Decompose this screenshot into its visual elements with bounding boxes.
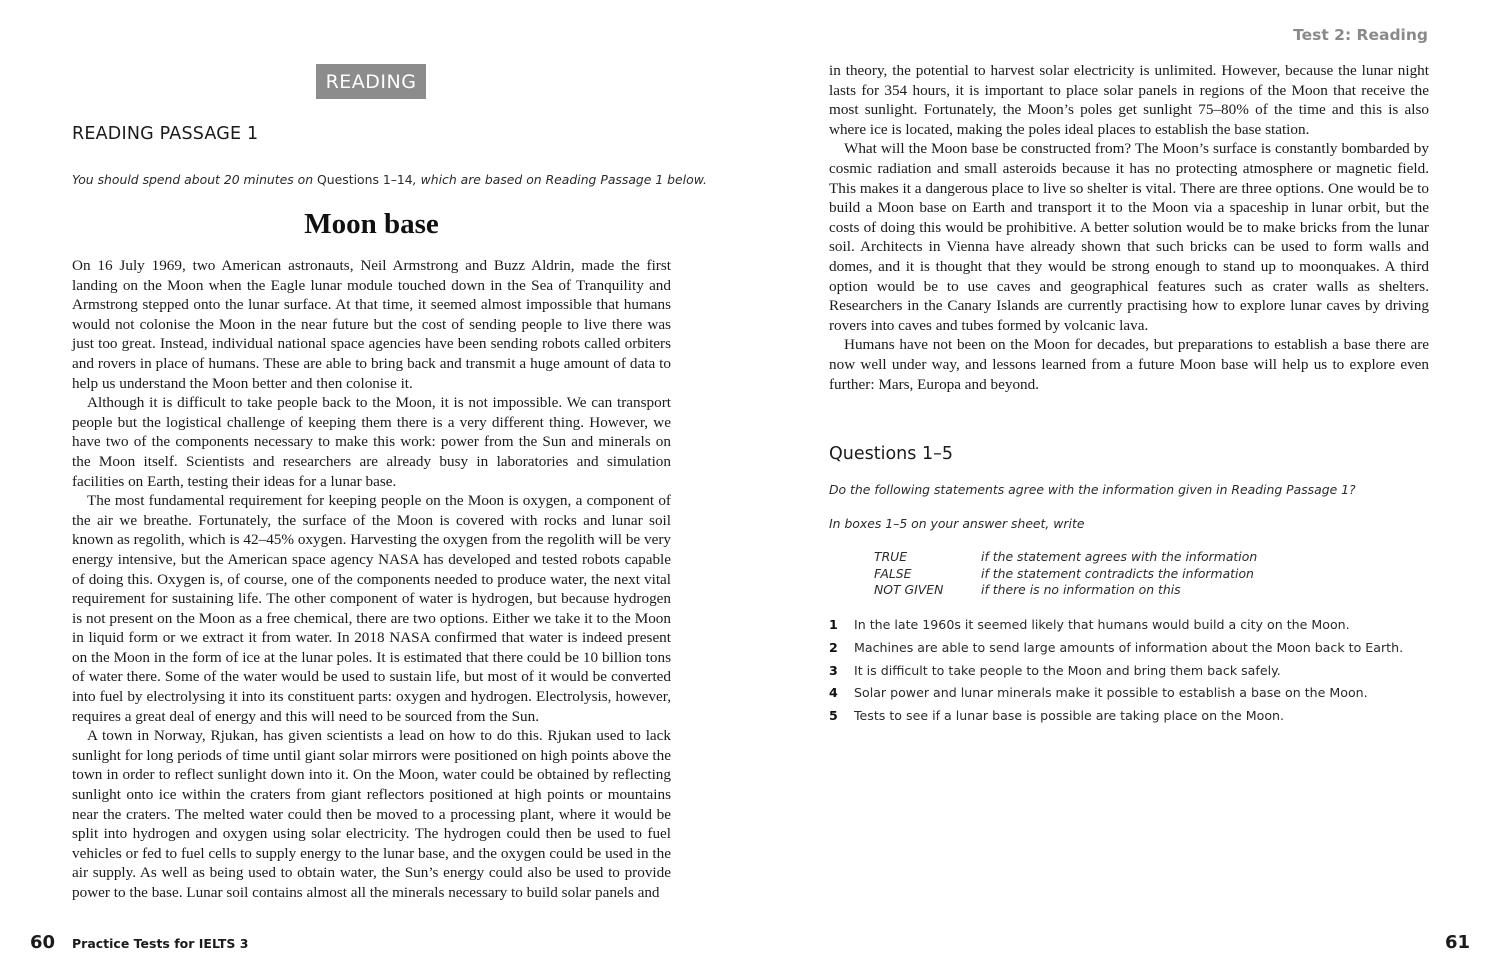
legend-row-false [874, 566, 1374, 583]
instructions-questions-ref: Questions 1–14 [317, 172, 413, 187]
article-title: Moon base [304, 208, 439, 240]
paragraph: On 16 July 1969, two American astronauts, Neil Armstrong and Buzz Aldrin, made the first landing on the Moon when the Eagle lunar module touched down in the Sea of Tranquility and Armstrong stepped onto the lunar surface. At that time, it seemed almost impossible that humans would not colonise the Moon in the near future but the cost of sending people to live there was just too great. Instead, individual national space agencies have been sending robots called orbiters and rovers in place of humans. These are able to bring back and transmit a huge amount of data to help us understand the Moon better and then colonise it. [72, 257, 671, 392]
section-label: READING [316, 64, 426, 99]
question-number: 1 [829, 617, 838, 632]
paragraph: Although it is difficult to take people back to the Moon, it is not impossible. We can transport people but the logistical challenge of keeping them there is a very different thing. However, we have two of the components necessary to make this work: power from the Sun and minerals on the Moon itself. Scientists and researchers are already busy in laboratories and simulation facilities on Earth, testing their ideas for a lunar base. [72, 394, 671, 490]
left-page-number: 60 [30, 932, 56, 953]
question-item [829, 615, 1429, 638]
passage-heading: READING PASSAGE 1 [72, 124, 259, 144]
right-page-number: 61 [1444, 932, 1470, 953]
book-title: Practice Tests for IELTS 3 [72, 936, 249, 951]
paragraph: in theory, the potential to harvest solar electricity is unlimited. However, because the lunar night lasts for 354 hours, it is important to place solar panels in regions of the Moon that receive the most sunlight. Fortunately, the Moon’s poles get sunlight 75–80% of the time and this is also where ice is located, making the poles ideal places to establish the base station. [829, 62, 1429, 138]
instructions-text-after: , which are based on Reading Passage 1 below. [412, 172, 707, 187]
legend-meaning: if the statement agrees with the information [981, 549, 1258, 564]
questions-heading: Questions 1–5 [829, 444, 953, 464]
question-number: 2 [829, 639, 838, 655]
legend-key: NOT GIVEN [874, 582, 944, 598]
legend-key: TRUE [874, 549, 908, 564]
question-item [829, 661, 1429, 684]
answer-key-legend [874, 549, 1374, 599]
paragraph: The most fundamental requirement for keeping people on the Moon is oxygen, a component of the air we breathe. Fortunately, the surface of the Moon is covered with rocks and lunar soil known as regolith, which is 42–45% oxygen. Harvesting the oxygen from the regolith will be very energy intensive, but the American space agency NASA has developed and tested robots capable of doing this. Oxygen is, of course, one of the components needed to produce water, the next vital requirement for sustaining life. The other component of water is hydrogen, but because hydrogen is not present on the Moon as a free chemical, there are two options. Either we take it to the Moon in liquid form or we extract it from water. In 2018 NASA confirmed that water is indeed present on the Moon in the form of ice at the lunar poles. It is estimated that there could be 10 billion tons of water there. Some of the water would be used to sustain life, but most of it would be converted into fuel by electrolysing it into its constituent parts: oxygen and hydrogen. Electrolysis, however, requires a great deal of energy and this will need to be sourced from the Sun. [72, 492, 671, 725]
question-text: Machines are able to send large amounts of information about the Moon back to Earth. [854, 639, 1404, 655]
passage-instructions [72, 172, 707, 187]
legend-row-not-given [874, 582, 1374, 599]
question-item [829, 683, 1429, 706]
instructions-text-before: You should spend about 20 minutes on [72, 172, 318, 187]
paragraph: What will the Moon base be constructed from? The Moon’s surface is constantly bombarded by cosmic radiation and small asteroids because it has no protecting atmosphere or magnetic field. This makes it a dangerous place to live so shelter is vital. There are three options. One would be to build a Moon base on Earth and transport it to the Moon via a spaceship in lunar orbit, but the costs of doing this would be prohibitive. A better solution would be to make bricks from the lunar soil. Architects in Vienna have already shown that such bricks can be used to form walls and domes, and it is thought that they would be strong enough to stand up to moonquakes. A third option would be to use caves and geographical features such as crater walls as shelters. Researchers in the Canary Islands are currently practising how to explore lunar caves by driving rovers into caves and tubes formed by volcanic lava. [829, 140, 1429, 334]
paragraph: A town in Norway, Rjukan, has given scientists a lead on how to do this. Rjukan used to lack sunlight for long periods of time until giant solar mirrors were positioned on high points above the town in order to reflect sunlight down into it. On the Moon, water could be obtained by reflecting sunlight onto ice within the craters from giant reflectors positioned at high points or mountains near the craters. The melted water could then be moved to a processing plant, where it would be split into hydrogen and oxygen using solar electricity. The hydrogen could then be used to fuel vehicles or fed to fuel cells to supply energy to the lunar base, and the oxygen could be used in the air supply. As well as being used to obtain water, the Sun’s energy could also be used to provide power to the base. Lunar soil contains almost all the minerals necessary to build solar panels and [72, 727, 671, 901]
questions-instruction: Do the following statements agree with the information given in Reading Passage 1? [829, 482, 1356, 497]
question-item [829, 706, 1429, 729]
question-text: Solar power and lunar minerals make it possible to establish a base on the Moon. [854, 685, 1368, 701]
passage-body-right [829, 61, 1429, 394]
question-number: 3 [829, 662, 838, 678]
question-list [829, 615, 1429, 729]
passage-body-left [72, 256, 671, 903]
legend-meaning: if the statement contradicts the information [981, 565, 1254, 581]
question-text: It is difficult to take people to the Moon and bring them back safely. [854, 662, 1281, 678]
question-item [829, 638, 1429, 661]
running-header: Test 2: Reading [1293, 26, 1428, 44]
legend-meaning: if there is no information on this [981, 582, 1181, 598]
question-text: In the late 1960s it seemed likely that humans would build a city on the Moon. [854, 617, 1350, 632]
question-text: Tests to see if a lunar base is possible are taking place on the Moon. [854, 708, 1285, 724]
legend-row-true [874, 549, 1374, 566]
paragraph: Humans have not been on the Moon for decades, but preparations to establish a base there are now well under way, and lessons learned from a future Moon base will help us to explore even further: Mars, Europa and beyond. [829, 336, 1429, 393]
question-number: 5 [829, 708, 838, 724]
question-number: 4 [829, 685, 838, 701]
legend-key: FALSE [874, 565, 912, 581]
answer-sheet-instruction: In boxes 1–5 on your answer sheet, write [829, 516, 1085, 531]
